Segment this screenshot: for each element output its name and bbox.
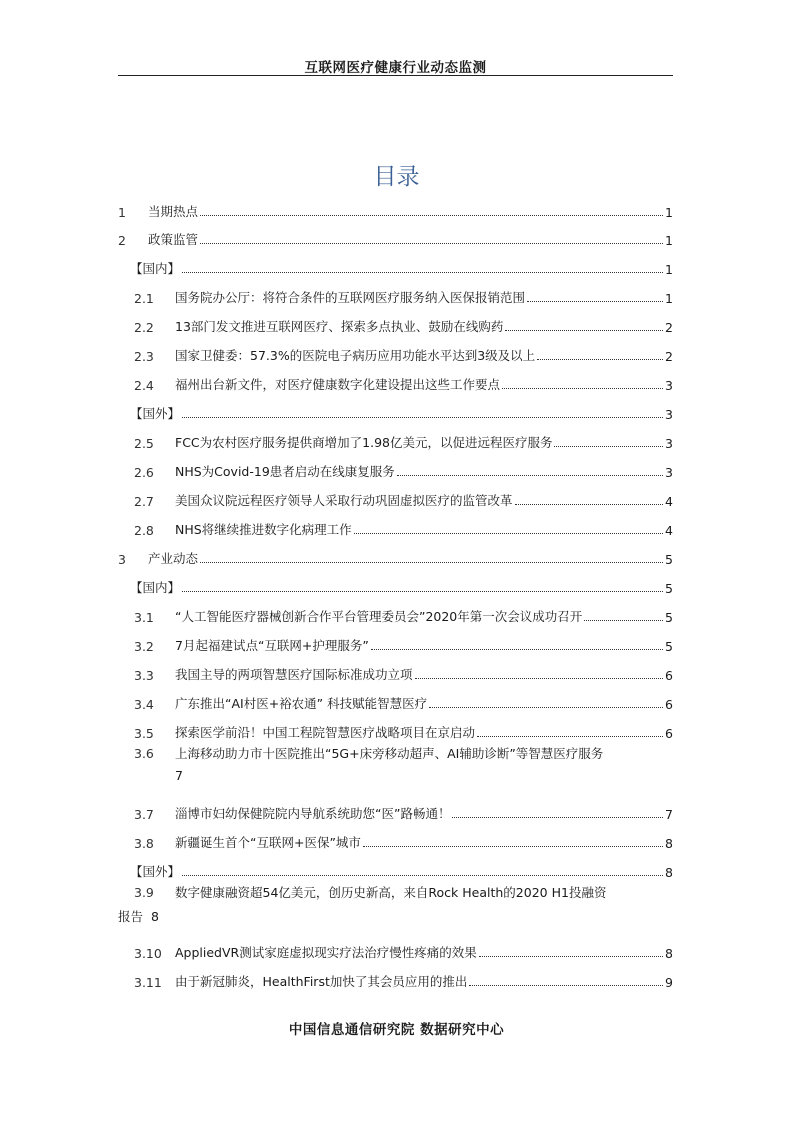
dot-leader [182,417,663,418]
toc-entry[interactable] [118,717,673,741]
entry-page: 7 [665,807,673,822]
dot-leader [429,707,663,708]
entry-page: 8 [151,909,159,924]
toc-entry[interactable] [118,630,673,654]
toc-entry[interactable] [118,856,673,880]
dot-leader [200,243,663,244]
toc-entry[interactable] [118,572,673,596]
page-footer: 中国信息通信研究院 数据研究中心 [288,1022,505,1038]
toc-entry[interactable] [118,253,673,277]
entry-number: 2.8 [134,523,154,538]
entry-number: 3.7 [134,807,154,822]
toc-entry[interactable] [118,688,673,712]
toc-entry[interactable] [118,798,673,822]
entry-page: 9 [665,975,673,990]
toc-entry[interactable] [118,369,673,393]
entry-text: 福州出台新文件，对医疗健康数字化建设提出这些工作要点 [175,377,501,392]
dot-leader [537,359,663,360]
toc-entry[interactable] [118,427,673,451]
entry-page: 1 [665,205,673,220]
dot-leader [397,475,663,476]
entry-page: 8 [665,946,673,961]
entry-text: 【国内】 [130,580,181,595]
entry-text: NHS将继续推进数字化病理工作 [175,522,352,537]
entry-page: 6 [665,697,673,712]
entry-number: 2.4 [134,378,154,393]
toc-entry[interactable] [118,601,673,625]
entry-page: 3 [665,378,673,393]
dot-leader [479,956,663,957]
entry-number: 3.1 [134,610,154,625]
entry-page: 5 [665,581,673,596]
dot-leader [415,678,664,679]
toc-entry[interactable] [118,883,673,933]
entry-text: AppliedVR测试家庭虚拟现实疗法治疗慢性疼痛的效果 [175,945,477,960]
entry-number: 3.8 [134,836,154,851]
entry-number: 3.11 [134,975,162,990]
entry-page: 2 [665,349,673,364]
dot-leader [182,875,663,876]
entry-text: 数字健康融资超54亿美元，创历史新高，来自Rock Health的2020 H1投融资 [175,885,607,900]
toc-entry[interactable] [118,485,673,509]
entry-text: 【国外】 [130,406,181,421]
entry-number: 3.9 [134,885,154,900]
entry-text: NHS为Covid-19患者启动在线康复服务 [175,464,395,479]
entry-number: 1 [118,205,126,220]
entry-number: 2.3 [134,349,154,364]
entry-text: 国家卫健委：57.3%的医院电子病历应用功能水平达到3级及以上 [175,348,536,363]
entry-number: 2.7 [134,494,154,509]
toc-entry[interactable] [118,827,673,851]
entry-page: 3 [665,465,673,480]
entry-text: 探索医学前沿！中国工程院智慧医疗战略项目在京启动 [175,725,476,740]
entry-page: 6 [665,668,673,683]
entry-text: 淄博市妇幼保健院院内导航系统助您“医”路畅通！ [175,806,451,821]
entry-text: 13部门发文推进互联网医疗、探索多点执业、鼓励在线购药 [175,319,504,334]
entry-page: 4 [665,494,673,509]
entry-text: 国务院办公厅：将符合条件的互联网医疗服务纳入医保报销范围 [175,290,526,305]
dot-leader [527,301,663,302]
entry-text: FCC为农村医疗服务提供商增加了1.98亿美元，以促进远程医疗服务 [175,435,553,450]
toc-entry[interactable] [118,543,673,567]
dot-leader [182,591,663,592]
entry-number: 2.2 [134,320,154,335]
entry-page: 7 [175,768,183,783]
dot-leader [182,272,663,273]
toc-entry[interactable] [118,744,673,794]
entry-text: 由于新冠肺炎，HealthFirst加快了其会员应用的推出 [175,974,468,989]
entry-page: 1 [665,291,673,306]
entry-number: 2.6 [134,465,154,480]
entry-page: 5 [665,610,673,625]
entry-page: 5 [665,552,673,567]
dot-leader [505,330,663,331]
dot-leader [469,985,663,986]
toc-entry[interactable] [118,398,673,422]
entry-number: 3.10 [134,946,162,961]
toc-entry[interactable] [118,282,673,306]
dot-leader [584,620,663,621]
entry-text: 我国主导的两项智慧医疗国际标准成功立项 [175,667,413,682]
entry-text: 新疆诞生首个“互联网+医保”城市 [175,835,361,850]
entry-number: 2.1 [134,291,154,306]
toc-entry[interactable] [118,196,673,220]
dot-leader [200,215,663,216]
entry-text: 产业动态 [148,551,199,566]
page-header: 互联网医疗健康行业动态监测 [304,60,487,76]
entry-page: 5 [665,639,673,654]
entry-number: 3.2 [134,639,154,654]
toc-entry[interactable] [118,224,673,248]
entry-text: 【国外】 [130,864,181,879]
entry-number: 3.5 [134,726,154,741]
dot-leader [363,846,663,847]
entry-number: 3.4 [134,697,154,712]
toc-entry[interactable] [118,966,673,990]
toc-entry[interactable] [118,456,673,480]
dot-leader [452,817,663,818]
dot-leader [502,388,663,389]
entry-number: 2.5 [134,436,154,451]
toc-entry[interactable] [118,340,673,364]
entry-page: 1 [665,233,673,248]
entry-text: 当期热点 [148,204,199,219]
entry-text: 美国众议院远程医疗领导人采取行动巩固虚拟医疗的监管改革 [175,493,513,508]
entry-page: 4 [665,523,673,538]
entry-number: 3.6 [134,746,154,761]
dot-leader [200,562,663,563]
dot-leader [477,736,663,737]
entry-text-continued: 报告 [118,909,144,924]
entry-text: 广东推出“AI村医+裕农通” 科技赋能智慧医疗 [175,696,428,711]
dot-leader [371,649,663,650]
entry-number: 3.3 [134,668,154,683]
entry-page: 3 [665,436,673,451]
entry-page: 6 [665,726,673,741]
toc-title: 目录 [373,164,420,190]
header-rule [118,75,673,76]
dot-leader [554,446,663,447]
toc-entry[interactable] [118,937,673,961]
entry-number: 3 [118,552,126,567]
entry-text: 【国内】 [130,261,181,276]
entry-page: 8 [665,865,673,880]
entry-text: 政策监管 [148,232,199,247]
toc-entry[interactable] [118,659,673,683]
entry-text: 上海移动助力市十医院推出“5G+床旁移动超声、AI辅助诊断”等智慧医疗服务 [175,746,604,761]
entry-page: 1 [665,262,673,277]
dot-leader [354,533,663,534]
entry-page: 8 [665,836,673,851]
entry-page: 3 [665,407,673,422]
dot-leader [515,504,664,505]
toc-entry[interactable] [118,311,673,335]
entry-page: 2 [665,320,673,335]
entry-text: “人工智能医疗器械创新合作平台管理委员会”2020年第一次会议成功召开 [175,609,583,624]
entry-number: 2 [118,233,126,248]
toc-entry[interactable] [118,514,673,538]
entry-text: 7月起福建试点“互联网+护理服务” [175,638,369,653]
